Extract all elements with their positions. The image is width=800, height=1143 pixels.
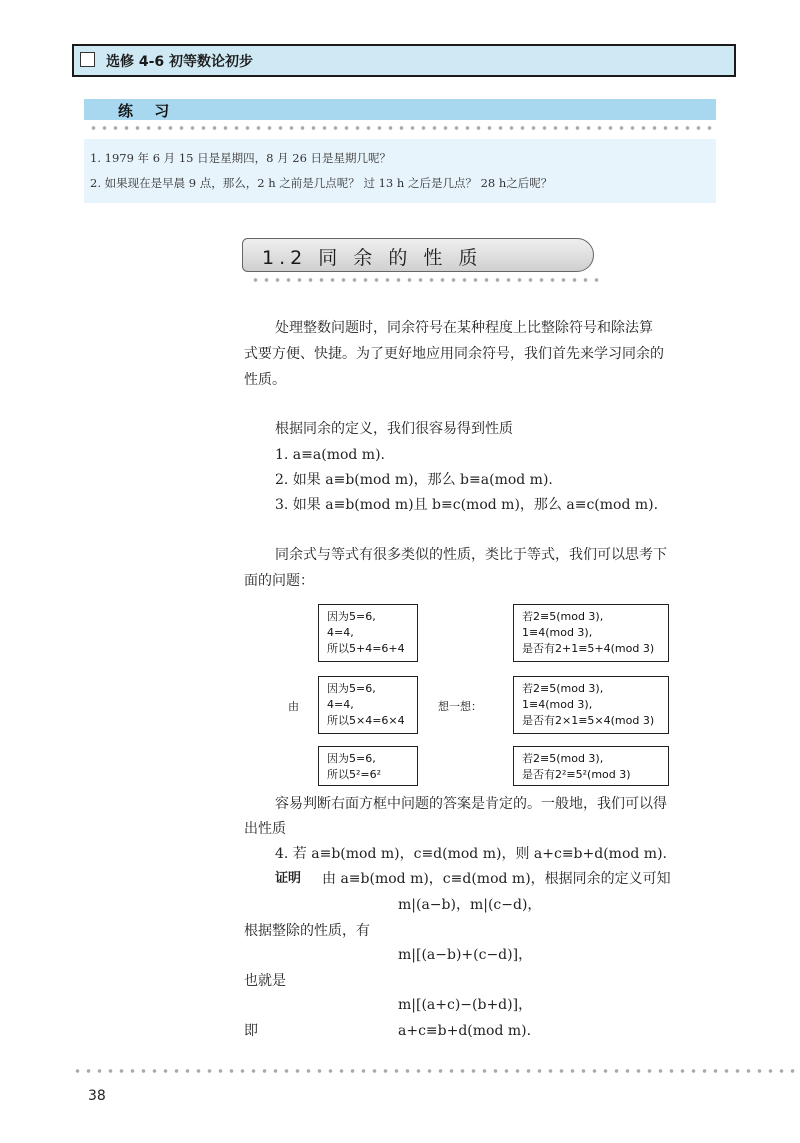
proof-equation-2: m|[(a−b)+(c−d)]， (398, 947, 533, 963)
equation-box-left-3: 因为5=6, 所以5²=6² (318, 746, 418, 786)
properties-lead: 根据同余的定义，我们很容易得到性质 (275, 421, 513, 437)
conclusion-line-2: 出性质 (244, 821, 286, 837)
intro-line-3: 性质。 (244, 372, 286, 388)
congruence-box-right-3: 若2≡5(mod 3), 是否有2²≡5²(mod 3) (513, 746, 669, 786)
from-label: 由 (288, 700, 299, 713)
proof-label: 证明 (275, 871, 302, 886)
property-3: 3. 如果 a≡b(mod m)且 b≡c(mod m)，那么 a≡c(mod m). (275, 497, 659, 513)
proof-equation-4: a+c≡b+d(mod m). (398, 1023, 532, 1039)
exercise-box (84, 139, 716, 203)
intro-line-2: 式要方便、快捷。为了更好地应用同余符号，我们首先来学习同余的 (244, 346, 664, 362)
property-1: 1. a≡a(mod m). (275, 447, 385, 463)
equation-box-left-2: 因为5=6, 4=4, 所以5×4=6×4 (318, 676, 418, 734)
property-4: 4. 若 a≡b(mod m)，c≡d(mod m)，则 a+c≡b+d(mod m). (275, 846, 667, 862)
analogy-line-1: 同余式与等式有很多类似的性质，类比于等式，我们可以思考下 (275, 547, 667, 563)
congruence-box-right-1: 若2≡5(mod 3), 1≡4(mod 3), 是否有2+1≡5+4(mod 3) (513, 604, 669, 662)
page-number: 38 (88, 1088, 106, 1104)
proof-line-1: 由 a≡b(mod m)，c≡d(mod m)，根据同余的定义可知 (322, 871, 671, 887)
property-2: 2. 如果 a≡b(mod m)，那么 b≡a(mod m). (275, 472, 553, 488)
exercise-tab (84, 99, 716, 120)
proof-line-3: 也就是 (244, 973, 286, 989)
exercise-label: 练 习 (118, 102, 178, 120)
proof-line-2: 根据整除的性质，有 (244, 923, 370, 939)
proof-line-4: 即 (244, 1023, 258, 1039)
proof-equation-1: m|(a−b)，m|(c−d)， (398, 897, 542, 913)
conclusion-line-1: 容易判断右面方框中问题的答案是肯定的。一般地，我们可以得 (275, 796, 667, 812)
section-title: 1.2 同 余 的 性 质 (262, 247, 483, 269)
intro-line-1: 处理整数问题时，同余符号在某种程度上比整除符号和除法算 (275, 320, 653, 336)
section-dotted-divider (250, 277, 600, 283)
congruence-box-right-2: 若2≡5(mod 3), 1≡4(mod 3), 是否有2×1≡5×4(mod 3) (513, 676, 669, 734)
exercise-item-2: 2. 如果现在是早晨 9 点，那么，2 h 之前是几点呢？ 过 13 h 之后是几点？ 28 h之后呢？ (90, 176, 553, 190)
dotted-divider (88, 125, 716, 131)
analogy-line-2: 面的问题： (244, 573, 314, 589)
equation-box-left-1: 因为5=6, 4=4, 所以5+4=6+4 (318, 604, 418, 662)
header-square-icon (80, 52, 95, 67)
think-label: 想一想： (438, 700, 482, 713)
footer-dotted-divider (72, 1068, 800, 1074)
exercise-item-1: 1. 1979 年 6 月 15 日是星期四，8 月 26 日是星期几呢？ (90, 151, 392, 165)
header-title: 选修 4-6 初等数论初步 (106, 54, 254, 70)
proof-equation-3: m|[(a+c)−(b+d)]， (398, 997, 533, 1013)
